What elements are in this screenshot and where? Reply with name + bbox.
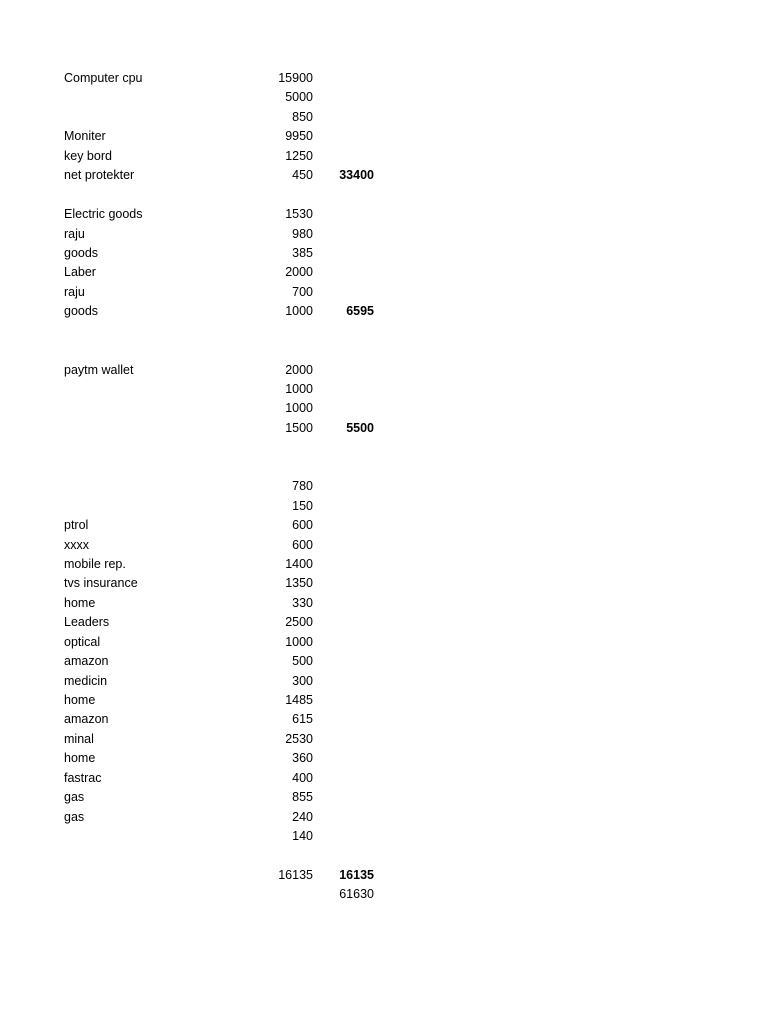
- row-amount-cell[interactable]: 600: [292, 537, 313, 552]
- sheet-row: [0, 341, 768, 360]
- sheet-row: [0, 186, 768, 205]
- row-amount-cell[interactable]: 1350: [285, 576, 313, 591]
- sheet-row: [0, 127, 768, 146]
- sheet-row: [0, 380, 768, 399]
- sheet-row: [0, 730, 768, 749]
- row-label-cell[interactable]: paytm wallet: [64, 362, 134, 377]
- row-amount-cell[interactable]: 850: [292, 109, 313, 124]
- row-amount-cell[interactable]: 360: [292, 751, 313, 766]
- row-amount-cell[interactable]: 1000: [285, 401, 313, 416]
- row-label-cell[interactable]: amazon: [64, 654, 109, 669]
- row-label-cell[interactable]: Leaders: [64, 615, 110, 630]
- row-amount-cell[interactable]: 385: [292, 245, 313, 260]
- row-amount-cell[interactable]: 1530: [285, 207, 313, 222]
- sheet-row: [0, 574, 768, 593]
- sheet-row: [0, 477, 768, 496]
- sheet-row: [0, 302, 768, 321]
- row-amount-cell[interactable]: 1485: [285, 693, 313, 707]
- row-amount-cell[interactable]: 2530: [285, 731, 313, 746]
- row-total-cell[interactable]: 16135: [339, 867, 374, 882]
- sheet-row: [0, 633, 768, 652]
- sheet-row: [0, 827, 768, 846]
- sheet-row: [0, 672, 768, 691]
- sheet-row: [0, 69, 768, 88]
- row-total-cell[interactable]: 5500: [346, 420, 374, 435]
- row-amount-cell[interactable]: 2500: [285, 615, 313, 630]
- row-amount-cell[interactable]: 5000: [285, 90, 313, 105]
- row-total-cell[interactable]: 6595: [346, 304, 374, 319]
- row-amount-cell[interactable]: 9950: [285, 129, 313, 144]
- row-label-cell[interactable]: raju: [64, 226, 85, 241]
- row-amount-cell[interactable]: 980: [292, 226, 313, 241]
- sheet-row: [0, 536, 768, 555]
- sheet-row: [0, 147, 768, 166]
- row-amount-cell[interactable]: 1400: [285, 556, 313, 571]
- row-amount-cell[interactable]: 140: [292, 829, 313, 844]
- row-label-cell[interactable]: xxxx: [64, 537, 89, 552]
- row-label-cell[interactable]: Laber: [64, 265, 96, 280]
- row-amount-cell[interactable]: 240: [292, 809, 313, 824]
- row-amount-cell[interactable]: 1250: [285, 148, 313, 163]
- row-label-cell[interactable]: net protekter: [64, 168, 135, 183]
- sheet-row: [0, 108, 768, 127]
- row-total-cell[interactable]: 33400: [339, 168, 374, 183]
- sheet-row: [0, 710, 768, 729]
- row-amount-cell[interactable]: 780: [292, 479, 313, 494]
- sheet-row: [0, 263, 768, 282]
- sheet-row: [0, 847, 768, 866]
- sheet-row: [0, 613, 768, 632]
- row-label-cell[interactable]: optical: [64, 634, 101, 649]
- row-amount-cell[interactable]: 2000: [285, 362, 313, 377]
- row-label-cell[interactable]: home: [64, 595, 96, 610]
- row-label-cell[interactable]: fastrac: [64, 770, 102, 785]
- row-label-cell[interactable]: minal: [64, 731, 94, 746]
- row-label-cell[interactable]: gas: [64, 790, 85, 805]
- row-amount-cell[interactable]: 600: [292, 518, 313, 533]
- sheet-row: [0, 361, 768, 380]
- row-label-cell[interactable]: goods: [64, 245, 99, 260]
- row-label-cell[interactable]: Moniter: [64, 129, 106, 144]
- sheet-row: [0, 399, 768, 418]
- row-amount-cell[interactable]: 1500: [285, 420, 313, 435]
- row-label-cell[interactable]: home: [64, 751, 96, 766]
- sheet-row: [0, 788, 768, 807]
- row-amount-cell[interactable]: 2000: [285, 265, 313, 280]
- row-label-cell[interactable]: tvs insurance: [64, 576, 138, 591]
- sheet-row: [0, 691, 768, 710]
- sheet-row: [0, 866, 768, 885]
- row-label-cell[interactable]: mobile rep.: [64, 556, 126, 571]
- row-total-cell[interactable]: 61630: [339, 887, 374, 902]
- row-label-cell[interactable]: home: [64, 693, 96, 707]
- sheet-row: [0, 885, 768, 904]
- row-label-cell[interactable]: gas: [64, 809, 85, 824]
- sheet-row: [0, 438, 768, 457]
- row-amount-cell[interactable]: 615: [292, 712, 313, 727]
- row-amount-cell[interactable]: 400: [292, 770, 313, 785]
- sheet-row: [0, 594, 768, 613]
- row-amount-cell[interactable]: 300: [292, 673, 313, 688]
- row-label-cell[interactable]: medicin: [64, 673, 108, 688]
- row-label-cell[interactable]: key bord: [64, 148, 112, 163]
- sheet-row: [0, 555, 768, 574]
- row-label-cell[interactable]: ptrol: [64, 518, 89, 533]
- sheet-row: [0, 458, 768, 477]
- row-label-cell[interactable]: Electric goods: [64, 207, 143, 222]
- sheet-row: [0, 516, 768, 535]
- sheet-row: [0, 244, 768, 263]
- sheet-row: [0, 808, 768, 827]
- sheet-row: [0, 419, 768, 438]
- sheet-row: [0, 205, 768, 224]
- spreadsheet-page: [0, 69, 768, 905]
- sheet-row: [0, 283, 768, 302]
- sheet-row: [0, 769, 768, 788]
- row-amount-cell[interactable]: 1000: [285, 382, 313, 396]
- row-amount-cell[interactable]: 450: [292, 168, 313, 183]
- row-amount-cell[interactable]: 16135: [278, 867, 313, 882]
- sheet-row: [0, 166, 768, 185]
- row-amount-cell[interactable]: 330: [292, 595, 313, 610]
- row-amount-cell[interactable]: 500: [292, 654, 313, 669]
- sheet-row: [0, 322, 768, 341]
- sheet-row: [0, 652, 768, 671]
- row-amount-cell[interactable]: 1000: [285, 634, 313, 649]
- row-label-cell[interactable]: goods: [64, 304, 99, 319]
- row-amount-cell[interactable]: 1000: [285, 304, 313, 319]
- row-label-cell[interactable]: raju: [64, 284, 85, 299]
- row-label-cell[interactable]: amazon: [64, 712, 109, 727]
- row-amount-cell[interactable]: 855: [292, 790, 313, 805]
- row-amount-cell[interactable]: 150: [292, 498, 313, 513]
- sheet-row: [0, 497, 768, 516]
- row-amount-cell[interactable]: 700: [292, 284, 313, 299]
- sheet-row: [0, 749, 768, 768]
- sheet-row: [0, 225, 768, 244]
- row-amount-cell[interactable]: 15900: [278, 71, 313, 85]
- row-label-cell[interactable]: Computer cpu: [64, 71, 143, 85]
- sheet-row: [0, 88, 768, 107]
